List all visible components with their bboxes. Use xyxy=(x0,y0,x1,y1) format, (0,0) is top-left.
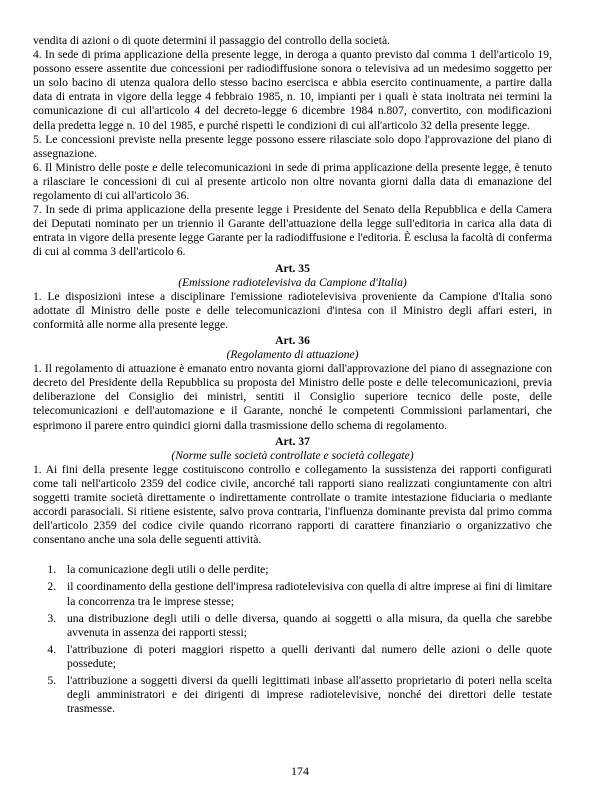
paragraph-continuation: vendita di azioni o di quote determini il passaggio del controllo della società. xyxy=(33,34,391,47)
list-item: 3. una distribuzione degli utili o delle diversa, quando ai soggetti o alla misura, da quella che sarebbe avvenuta in assenza dei rapporti stessi; xyxy=(59,612,552,640)
art-35-subtitle: (Emissione radiotelevisiva da Campione d'Italia) xyxy=(178,275,407,289)
art-36-text: 1. Il regolamento di attuazione è emanato entro novanta giorni dall'approvazione del piano di assegnazione con decreto del Presidente della Repubblica su proposta del Ministro delle poste e delle telecomunicazioni, previa deliberazione del Consiglio dei ministri, sentiti il Consiglio superiore tecnico delle poste, delle telecomunicazioni e dell'automazione e il Garante, nonché le competenti Commissioni parlamentari, che esprimono il parere entro quindici giorni dalla trasmissione dello schema di regolamento. xyxy=(33,362,552,432)
art-37-text: 1. Ai fini della presente legge costituiscono controllo e collegamento la sussistenza dei rapporti configurati come tali nell'articolo 2359 del codice civile, ancorché tali rapporti siano realizzati congiuntamente con altri soggetti tramite società direttamente o indirettamente controllate o tramite intestazione fiduciaria o mediante accordi parasociali. Si ritiene esistente, salvo prova contraria, l'influenza dominante prevista dal primo comma dell'articolo 2359 del codice civile quando ricorrano rapporti di carattere finanziario o organizzativo che consentano anche una sola delle seguenti attività. xyxy=(33,462,552,547)
art-37-list xyxy=(33,563,552,716)
list-item: 5. l'attribuzione a soggetti diversi da quelli legittimati inbase all'assetto proprietario di poteri nella scelta degli amministratori e dei dirigenti di imprese radiotelevisive, nonché dei direttori delle testate trasmesse. xyxy=(59,674,552,716)
list-item: 4. l'attribuzione di poteri maggiori rispetto a quelli derivanti dal numero delle azioni o delle quote possedute; xyxy=(59,643,552,671)
art-36-title: Art. 36 xyxy=(275,333,310,347)
list-item: 1. la comunicazione degli utili o delle perdite; xyxy=(59,563,552,577)
art-37-subtitle: (Norme sulle società controllate e società collegate) xyxy=(171,448,414,462)
list-item: 2. il coordinamento della gestione dell'impresa radiotelevisiva con quella di altre imprese ai fini di limitare la concorrenza tra le imprese stesse; xyxy=(59,580,552,608)
page-number: 174 xyxy=(291,764,309,778)
paragraph-comma-4: 4. In sede di prima applicazione della presente legge, in deroga a quanto previsto dal comma 1 dell'articolo 19, possono essere assentite due concessioni per radiodiffusione sonora o televisiva ad un medesimo soggetto per un solo bacino di utenza qualora dello stesso bacino esercisca e abbia esercito continuamente, a partire dalla data di entrata in vigore della legge 4 febbraio 1985, n. 10, impianti per i quali è stata inoltrata nei termini la comunicazione di cui all'articolo 4 del decreto-legge 6 dicembre 1984 n.807, convertito, con modificazioni della predetta legge n. 10 del 1985, e purché rispetti le condizioni di cui all'articolo 32 della presente legge. xyxy=(33,48,552,132)
art-35-text: 1. Le disposizioni intese a disciplinare l'emissione radiotelevisiva proveniente da Campione d'Italia sono adottate dl Ministro delle poste e delle telecomunicazioni d'intesa con il Ministro degli affari esteri, in conformità alle norme alla presente legge. xyxy=(33,289,552,331)
art-35-title: Art. 35 xyxy=(275,261,310,275)
art-36-subtitle: (Regolamento di attuazione) xyxy=(226,348,359,362)
art-37-title: Art. 37 xyxy=(275,434,310,448)
paragraph-comma-6: 6. Il Ministro delle poste e delle telecomunicazioni in sede di prima applicazione della presente legge, è tenuto a rilasciare le concessioni di cui al presente articolo non oltre novanta giorni dalla data di emanazione del regolamento di cui all'articolo 36. xyxy=(33,160,552,203)
paragraph-comma-5: 5. Le concessioni previste nella presente legge possono essere rilasciate solo dopo l'approvazione del piano di assegnazione. xyxy=(33,132,552,160)
paragraph-comma-7: 7. In sede di prima applicazione della presente legge i Presidente del Senato della Repubblica e della Camera dei Deputati nominato per un triennio il Garante dell'attuazione della legge sull'editoria in carica alla data di entrata in vigore della presente legge Garante per la radiodiffusione e l'editoria. È esclusa la facoltà di conferma di cui al comma 3 dell'articolo 6. xyxy=(33,203,552,259)
